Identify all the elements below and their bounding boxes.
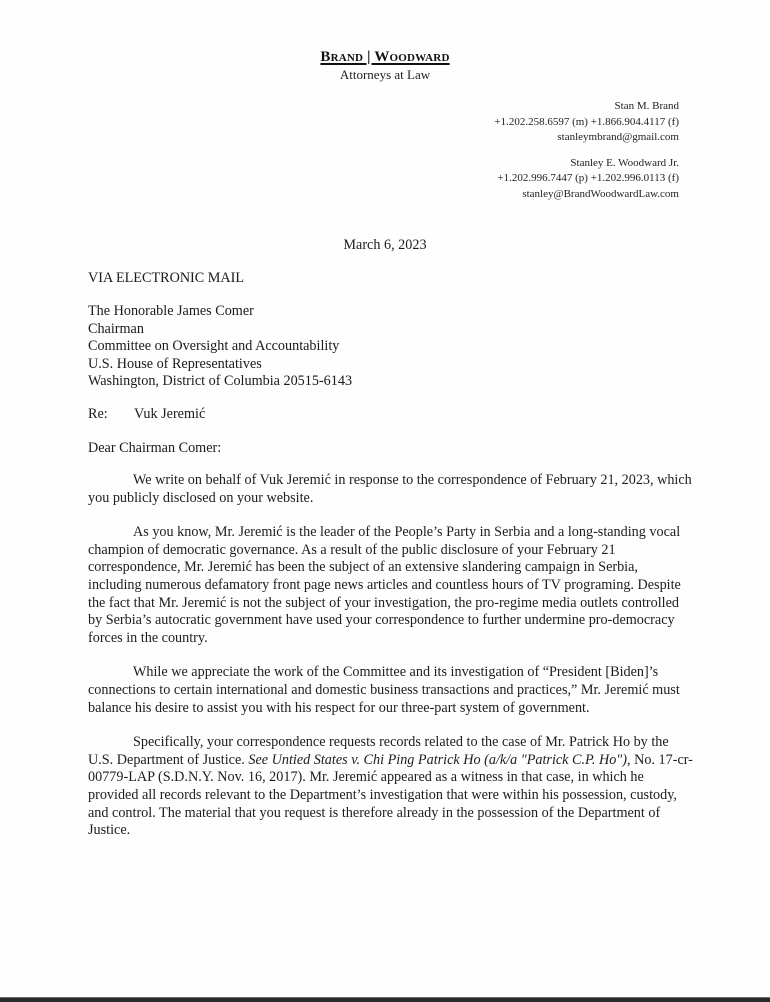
letter-date: March 6, 2023 (343, 237, 427, 253)
recipient-committee: Committee on Oversight and Accountability (88, 338, 340, 355)
recipient-city: Washington, District of Columbia 20515-6143 (88, 373, 353, 390)
paragraph-3: While we appreciate the work of the Committee and its investigation of “President [Biden]’s connections to certain international and domestic business transactions and practices,” Mr. Jeremić must balance his desire to assist you with his respect for our three-part system of government. (88, 664, 680, 716)
subject-line (88, 406, 205, 423)
salutation: Dear Chairman Comer: (88, 440, 222, 456)
contact-name: Stanley E. Woodward Jr. (570, 156, 679, 169)
paragraph-4-intro: Specifically, your correspondence requests records related to the case of Mr. Patrick Ho by the U.S. Department of Justice. (88, 734, 669, 768)
delivery-method: VIA ELECTRONIC MAIL (88, 270, 245, 286)
recipient-organization: U.S. House of Representatives (88, 355, 262, 372)
contact-block-woodward (494, 156, 679, 203)
re-subject: Vuk Jeremić (134, 406, 206, 422)
contact-phones: +1.202.996.7447 (p) +1.202.996.0113 (f) (497, 172, 679, 184)
contact-block-brand (494, 99, 679, 146)
letter-body (88, 472, 693, 857)
recipient-title: Chairman (88, 320, 144, 337)
letterhead (0, 46, 770, 83)
recipient-address (88, 303, 352, 391)
bottom-edge-bar (0, 997, 770, 1002)
case-citation: See Untied States v. Chi Ping Patrick Ho (a/k/a "Patrick C.P. Ho") (248, 751, 627, 768)
firm-name: Brand | Woodward (320, 49, 450, 65)
recipient-name: The Honorable James Comer (88, 303, 254, 319)
contact-email: stanleymbrand@gmail.com (557, 131, 679, 143)
paragraph-4-rest: , No. 17-cr-00779-LAP (S.D.N.Y. Nov. 16, 2017). Mr. Jeremić appeared as a witness in that case, in which he provided all records relevant to the Department’s investigation that were within his possession, custody, and control. The material that you request is therefore already in the possession of the Department of Justice. (88, 751, 693, 839)
contact-email: stanley@BrandWoodwardLaw.com (522, 187, 679, 200)
contact-name: Stan M. Brand (614, 100, 679, 112)
paragraph-2: As you know, Mr. Jeremić is the leader of the People’s Party in Serbia and a long-standing vocal champion of democratic governance. As a result of the public disclosure of your February 21 correspondence, Mr. Jeremić has been the subject of an extensive slandering campaign in Serbia, including numerous defamatory front page news articles and countless hours of TV programing. Despite the fact that Mr. Jeremić is not the subject of your investigation, the pro-regime media outlets controlled by Serbia’s autocratic government have used your correspondence to further undermine pro-democracy forces in the country. (88, 524, 681, 646)
paragraph-1: We write on behalf of Vuk Jeremić in response to the correspondence of February 21, 2023, which you publicly disclosed on your website. (88, 472, 692, 506)
paragraph-4 (88, 734, 693, 840)
firm-subtitle: Attorneys at Law (339, 67, 431, 82)
contact-info (494, 99, 679, 202)
contact-phones: +1.202.258.6597 (m) +1.866.904.4117 (f) (494, 115, 679, 128)
re-label: Re: (88, 406, 108, 422)
